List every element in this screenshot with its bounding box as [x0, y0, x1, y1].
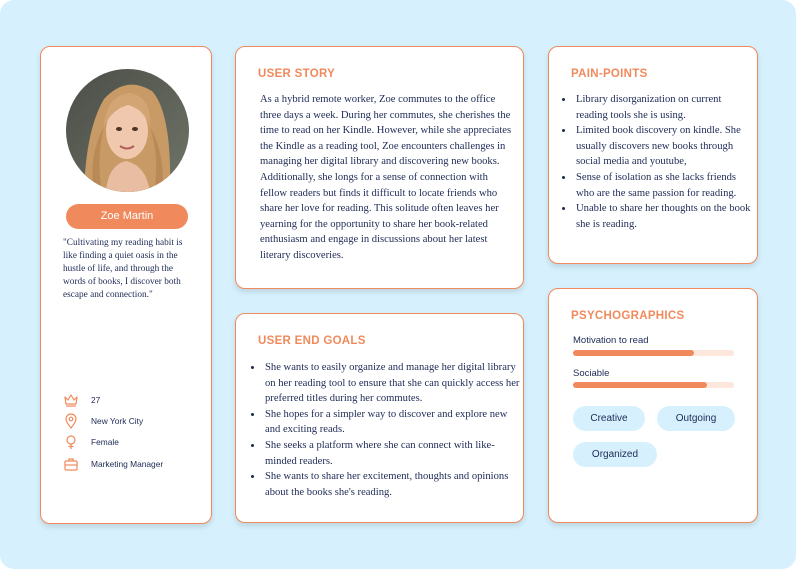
motivation-meter-fill	[573, 350, 694, 356]
user-end-goals-list	[250, 360, 523, 500]
list-item: • Unable to share her thoughts on the book she is reading.	[574, 201, 754, 232]
list-item: • Limited book discovery on kindle. She usually discovers new books through social media and youtube,	[574, 123, 754, 170]
list-item: • She seeks a platform where she can connect with like-minded readers.	[263, 438, 523, 469]
avatar	[66, 69, 189, 192]
occupation-value: Marketing Manager	[91, 459, 164, 469]
sociable-meter	[573, 382, 734, 388]
location-pin-icon	[63, 413, 79, 429]
pain-points-card	[548, 46, 758, 264]
gender-value: Female	[91, 437, 119, 447]
list-item: • Library disorganization on current reading tools she is using.	[574, 92, 754, 123]
persona-quote: "Cultivating my reading habit is like finding a quiet oasis in the hustle of life, and through the words of books, I discover both escape and connection."	[63, 238, 183, 300]
user-story-text: As a hybrid remote worker, Zoe commutes to the office three days a week. During her commutes, she cherishes the time to read on her Kindle. However, while she appreciates the Kindle as a reading tool, Zoe encounters challenges in managing her digital library and discovering new books. Additionally, she longs for a sense of connection with fellow readers but finds it difficult to locate friends who share her love for reading. This solitude often leaves her yearning for the opportunity to share her book-related enthusiasm and engage in discussions about her latest literary discoveries.	[260, 94, 512, 261]
pain-points-list	[561, 92, 754, 232]
persona-name: Zoe Martin	[66, 204, 188, 229]
gender-row	[63, 434, 119, 450]
sociable-label: Sociable	[573, 368, 610, 379]
tag-organized: Organized	[573, 442, 657, 467]
location-value: New York City	[91, 416, 144, 426]
occupation-row	[63, 456, 163, 472]
user-end-goals-card	[235, 313, 524, 523]
user-end-goals-title: USER END GOALS	[258, 335, 366, 347]
psychographics-card	[548, 288, 758, 523]
user-story-title: USER STORY	[258, 68, 336, 80]
user-story-card	[235, 46, 524, 289]
list-item: • She hopes for a simpler way to discover and explore new and exciting reads.	[263, 407, 523, 438]
age-value: 27	[91, 395, 101, 405]
motivation-meter	[573, 350, 734, 356]
briefcase-icon	[63, 456, 79, 472]
sociable-meter-fill	[573, 382, 707, 388]
list-item: • Sense of isolation as she lacks friends who are the same passion for reading.	[574, 170, 754, 201]
psychographics-title: PSYCHOGRAPHICS	[571, 310, 685, 322]
location-row	[63, 413, 143, 429]
motivation-label: Motivation to read	[573, 335, 649, 346]
tag-creative: Creative	[573, 406, 645, 431]
crown-icon	[63, 392, 79, 408]
list-item: • She wants to share her excitement, thoughts and opinions about the books she's reading.	[263, 469, 523, 500]
list-item: • She wants to easily organize and manage her digital library on her reading tool to ensure that she can quickly access her preferred titles during her commutes.	[263, 360, 523, 407]
female-gender-icon	[63, 434, 79, 450]
tag-outgoing: Outgoing	[657, 406, 735, 431]
pain-points-title: PAIN-POINTS	[571, 68, 648, 80]
age-row	[63, 392, 100, 408]
profile-card	[40, 46, 212, 524]
